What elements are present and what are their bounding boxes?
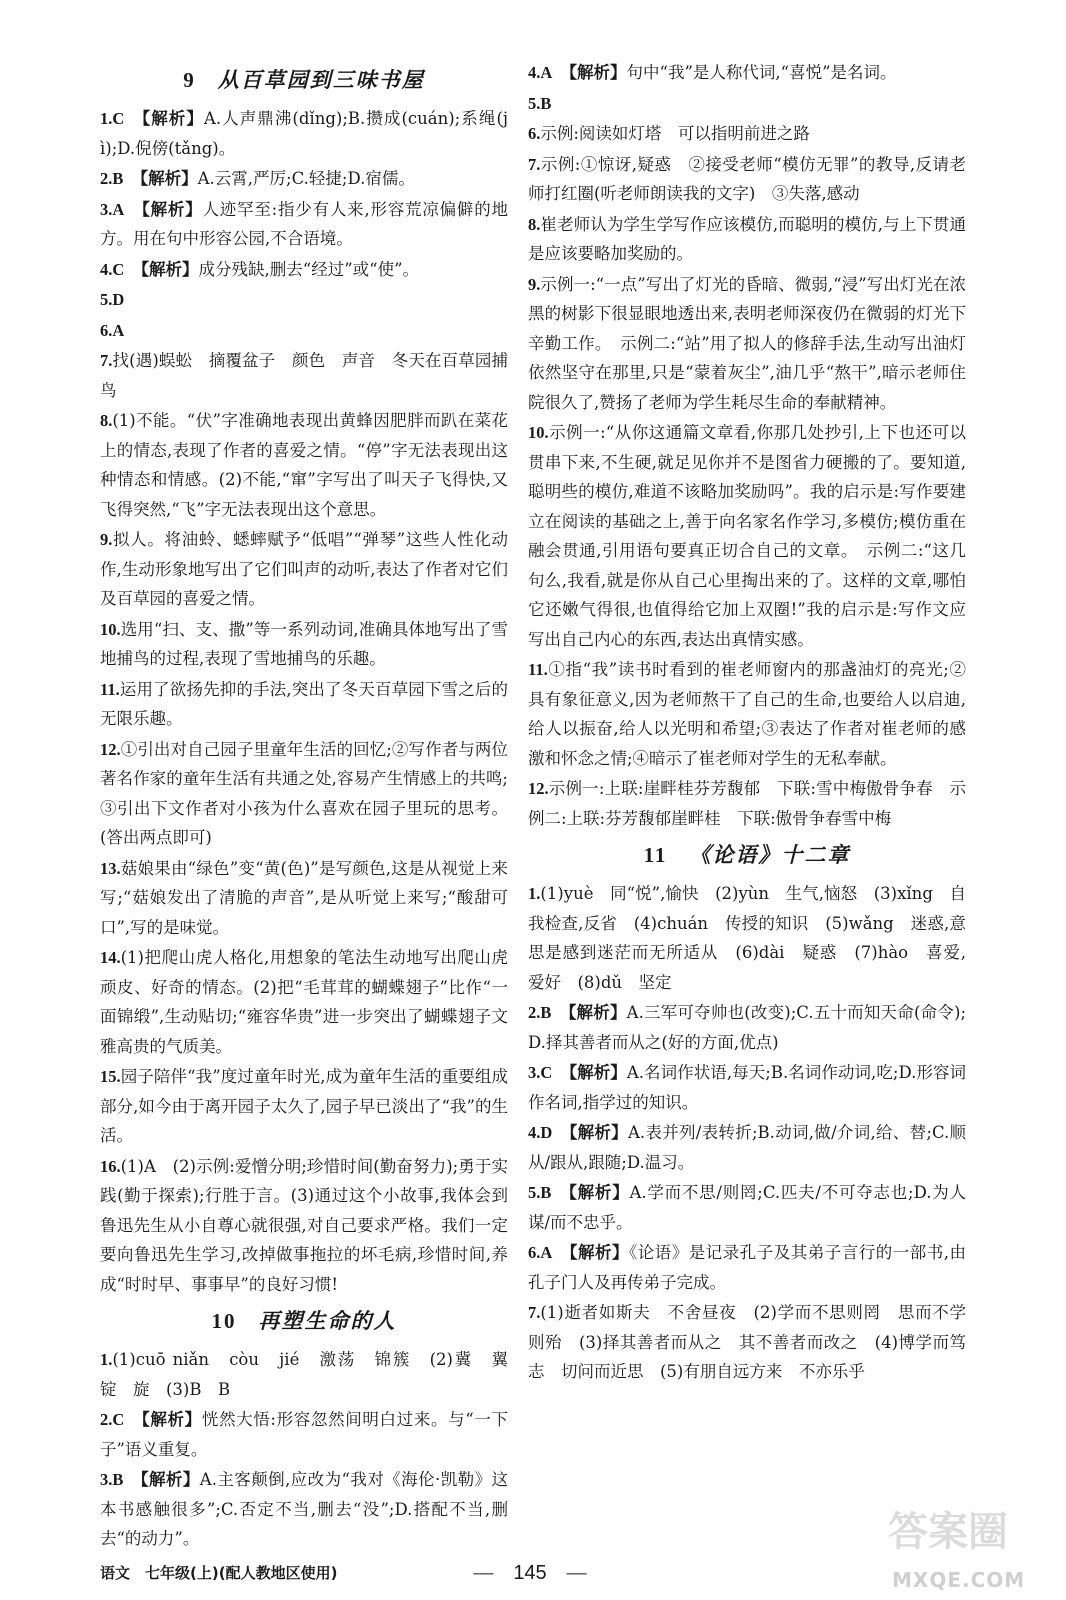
section-name: 再塑生命的人 xyxy=(258,1308,397,1333)
answer-text: (1)A (2)示例:爱憎分明;珍惜时间(勤奋努力);勇于实践(勤于探索);行胜于言。(3)通过这个小故事,我体会到鲁迅先生从小自尊心就很强,对自己要求严格。我们一定要向鲁迅先生学习,改掉做事拖拉的坏毛病,珍惜时间,养成“时时早、事事早”的良好习惯! xyxy=(100,1156,508,1294)
answer-item xyxy=(100,854,508,943)
question-number: 4.C xyxy=(100,259,125,279)
question-number: 2.C xyxy=(100,1410,125,1429)
answer-item xyxy=(100,943,508,1061)
question-number: 12. xyxy=(100,739,121,759)
question-number: 5.B xyxy=(528,1183,552,1202)
question-number: 5.B xyxy=(528,93,552,113)
analysis-tag: 【解析】 xyxy=(560,63,627,82)
analysis-tag: 【解析】 xyxy=(131,169,198,188)
answer-item xyxy=(100,1465,508,1554)
analysis-tag: 【解析】 xyxy=(559,1183,630,1202)
question-number: 8. xyxy=(528,214,541,234)
question-number: 14. xyxy=(100,948,121,967)
analysis-tag: 【解析】 xyxy=(560,1123,628,1142)
analysis-tag: 【解析】 xyxy=(132,1410,202,1429)
analysis-tag: 【解析】 xyxy=(132,259,199,279)
answer-text: ①引出对自己园子里童年生活的回忆;②写作者与两位著名作家的童年生活有共通之处,容易产生情感上的共鸣;③引出下文作者对小孩为什么喜欢在园子里玩的思考。(答出两点即可) xyxy=(100,739,508,847)
answer-text: (1)cuō niǎn còu jié 激荡 锦簇 (2)冀 翼 锭 旋 (3)B B xyxy=(100,1350,525,1399)
section-10-answers-continued xyxy=(528,58,966,833)
answer-item xyxy=(100,285,508,315)
answer-text: A.学而不思/则罔;C.匹夫/不可夺志也;D.为人谋/而不忠乎。 xyxy=(528,1183,966,1232)
question-number: 10. xyxy=(100,619,121,639)
answer-text: 示例一:上联:崖畔桂芬芳馥郁 下联:雪中梅傲骨争春 示例二:上联:芬芳馥郁崖畔桂 下联:傲骨争春雪中梅 xyxy=(528,779,966,828)
dash-right: — xyxy=(546,1562,587,1584)
answer-item xyxy=(100,255,508,285)
answer-text: 句中“我”是人称代词,“喜悦”是名词。 xyxy=(626,63,897,82)
dash-left: — xyxy=(473,1562,514,1584)
question-number: 2.B xyxy=(528,1003,552,1022)
book-info: 语文 七年级(上)(配人教地区使用) xyxy=(100,1564,338,1582)
section-name: 从百草园到三味书屋 xyxy=(217,67,425,92)
section-9-answers xyxy=(100,104,508,1299)
analysis-tag: 【解析】 xyxy=(560,1063,627,1082)
answer-item xyxy=(528,119,966,149)
answer-text: A.名词作状语,每天;B.名词作动词,吃;D.形容词作名词,指学过的知识。 xyxy=(528,1063,967,1112)
answer-text: ①指“我”读书时看到的崔老师窗内的那盏油灯的亮光;②具有象征意义,因为老师熬干了自己的生命,也要给人以启迪,给人以振奋,给人以光明和希望;③表达了作者对崔老师的感激和怀念之情;④暗示了崔老师对学生的无私奉献。 xyxy=(528,660,966,768)
answer-item xyxy=(100,316,508,346)
analysis-tag: 【解析】 xyxy=(559,1003,627,1022)
question-number: 15. xyxy=(100,1067,121,1086)
section-number: 10 xyxy=(211,1309,237,1333)
question-number: 1. xyxy=(100,1350,113,1369)
question-number: 11. xyxy=(528,660,548,679)
answer-text: (1)yuè 同“悦”,愉快 (2)yùn 生气,恼怒 (3)xǐng 自我检查,反省 (4)chuán 传授的知识 (5)wǎng 迷惑,意思是感到迷茫而无所适从 (6)dài 疑惑 (7)hào 喜爱,爱好 (8)dǔ 坚定 xyxy=(528,884,966,992)
question-number: 4.A xyxy=(528,63,553,82)
answer-item xyxy=(100,104,508,163)
answer-text: 园子陪伴“我”度过童年时光,成为童年生活的重要组成部分,如今由于离开园子太久了,园子早已淡出了“我”的生活。 xyxy=(100,1067,508,1145)
right-column xyxy=(528,58,966,1388)
answer-item xyxy=(528,1118,966,1177)
answer-text: (1)把爬山虎人格化,用想象的笔法生动地写出爬山虎顽皮、好奇的情态。(2)把“毛茸茸的蝴蝶翅子”比作“一面锦缎”,生动贴切;“雍容华贵”进一步突出了蝴蝶翅子文雅高贵的气质美。 xyxy=(100,948,508,1056)
question-number: 4.D xyxy=(528,1123,553,1142)
watermark-site: MXQE.COM xyxy=(892,1568,1026,1592)
answer-text: 《论语》是记录孔子及其弟子言行的一部书,由孔子门人及再传弟子完成。 xyxy=(528,1243,967,1292)
section-10-answers xyxy=(100,1345,525,1554)
analysis-tag: 【解析】 xyxy=(560,1243,630,1262)
left-column xyxy=(100,58,525,1555)
answer-item xyxy=(528,418,966,654)
question-number: 1.C xyxy=(100,109,125,128)
answer-text: A.云霄,严厉;C.轻捷;D.宿儒。 xyxy=(197,169,415,188)
answer-item xyxy=(100,346,508,405)
question-number: 6.A xyxy=(528,1243,553,1262)
question-number: 13. xyxy=(100,858,121,878)
analysis-tag: 【解析】 xyxy=(132,199,203,219)
section-11-answers xyxy=(528,879,966,1387)
answer-text: A.主客颠倒,应改为“我对《海伦·凯勒》这本书感触很多”;C.否定不当,删去“没”;D.搭配不当,删去“的动力”。 xyxy=(100,1470,508,1548)
answer-item xyxy=(100,1345,525,1404)
answer-item xyxy=(100,195,508,254)
answer-item xyxy=(528,150,966,209)
answer-item xyxy=(528,1178,966,1237)
analysis-tag: 【解析】 xyxy=(131,1470,200,1489)
question-number: 2.B xyxy=(100,169,124,188)
answer-item xyxy=(528,89,966,119)
answer-item xyxy=(528,1298,966,1387)
answer-item xyxy=(100,1405,508,1464)
section-number: 11 xyxy=(643,843,668,867)
answer-item xyxy=(100,164,508,194)
question-number: 6.A xyxy=(100,320,125,340)
answer-item xyxy=(528,1238,966,1297)
answer-text: 恍然大悟:形容忽然间明白过来。与“一下子”语义重复。 xyxy=(100,1410,509,1459)
page-number-area xyxy=(470,1556,590,1585)
question-number: 7. xyxy=(100,351,113,370)
question-number: 11. xyxy=(100,679,120,699)
answer-text: 示例一:“一点”写出了灯光的昏暗、微弱,“浸”写出灯光在浓黑的树影下很显眼地透出来,表明老师深夜仍在微弱的灯光下辛勤工作。 示例二:“站”用了拟人的修辞手法,生动写出油灯依然坚守在那里,只是“蒙着灰尘”,油几乎“熬干”,暗示老师住院很久了,赞扬了老师为学生耗尽生命的奉献精神。 xyxy=(528,274,966,412)
question-number: 8. xyxy=(100,411,113,430)
answer-text: 找(遇)蜈蚣 摘覆盆子 颜色 声音 冬天在百草园捕鸟 xyxy=(100,351,508,400)
answer-text: 成分残缺,删去“经过”或“使”。 xyxy=(198,259,420,279)
answer-text: 选用“扫、支、撒”等一系列动词,准确具体地写出了雪地捕鸟的过程,表现了雪地捕鸟的乐趣。 xyxy=(100,619,508,668)
answer-item xyxy=(528,879,966,997)
question-number: 12. xyxy=(528,779,549,798)
answer-item xyxy=(100,675,508,734)
answer-item xyxy=(528,210,966,269)
answer-text: A.人声鼎沸(dǐng);B.攒成(cuán);系绳(jì);D.倪傍(tǎng)。 xyxy=(100,109,509,158)
answer-text: 运用了欲扬先抑的手法,突出了冬天百草园下雪之后的无限乐趣。 xyxy=(100,679,508,728)
question-number: 7. xyxy=(528,154,541,174)
answer-item xyxy=(528,270,966,418)
answer-item xyxy=(100,1062,508,1151)
question-number: 10. xyxy=(528,423,549,442)
section-name: 《论语》十二章 xyxy=(689,842,851,867)
answer-item xyxy=(100,615,508,674)
page-number: 145 xyxy=(513,1562,547,1584)
section-number: 9 xyxy=(183,68,196,92)
section-11-title xyxy=(528,835,966,875)
answer-text: 菇娘果由“绿色”变“黄(色)”是写颜色,这是从视觉上来写;“菇娘发出了清脆的声音”,是从听觉上来写;“酸甜可口”,写的是味觉。 xyxy=(100,858,508,937)
answer-text: 示例一:“从你这通篇文章看,你那几处抄引,上下也还可以贯串下来,不生硬,就足见你并不是图省力硬搬的了。要知道,聪明些的模仿,难道不该略加奖励吗”。我的启示是:写作要建立在阅读的基础之上,善于向名家名作学习,多模仿;模仿重在融会贯通,引用语句要真正切合自己的文章。 示例二:“这几句么,我看,就是你从自己心里掏出来的了。这样的文章,哪怕它还嫩气得很,也值得给它加上双圈!”我的启示是:写作文应写出自己内心的东西,表达出真情实感。 xyxy=(528,423,966,649)
watermark-logo: 答案圈 xyxy=(888,1509,1008,1555)
answer-text: (1)不能。“伏”字准确地表现出黄蜂因肥胖而趴在菜花上的情态,表现了作者的喜爱之情。“停”字无法表现出这种情态和情感。(2)不能,“窜”字写出了叫天子飞得快,又飞得突然,“飞”字无法表现出这个意思。 xyxy=(100,411,508,519)
question-number: 6. xyxy=(528,124,541,143)
answer-text: A.三军可夺帅也(改变);C.五十而知天命(命令);D.择其善者而从之(好的方面,优点) xyxy=(528,1003,967,1052)
answer-item xyxy=(100,1152,508,1300)
question-number: 3.A xyxy=(100,199,125,219)
section-10-title xyxy=(100,1301,508,1341)
answer-item xyxy=(100,735,508,853)
answer-text: 示例:阅读如灯塔 可以指明前进之路 xyxy=(540,124,810,143)
question-number: 1. xyxy=(528,884,541,903)
answer-item xyxy=(528,774,966,833)
answer-item xyxy=(528,1058,966,1117)
question-number: 9. xyxy=(100,530,113,549)
question-number: 5.D xyxy=(100,290,125,309)
answer-item xyxy=(528,655,966,773)
section-9-title xyxy=(100,60,508,100)
analysis-tag: 【解析】 xyxy=(132,109,204,128)
answer-text: 拟人。将油蛉、蟋蟀赋予“低唱”“弹琴”这些人性化动作,生动形象地写出了它们叫声的动听,表达了作者对它们及百草园的喜爱之情。 xyxy=(100,530,508,608)
answer-text: (1)逝者如斯夫 不舍昼夜 (2)学而不思则罔 思而不学则殆 (3)择其善者而从之 其不善者而改之 (4)博学而笃志 切问而近思 (5)有朋自远方来 不亦乐乎 xyxy=(528,1303,966,1381)
answer-item xyxy=(100,406,508,524)
watermark xyxy=(880,1500,1060,1595)
answer-item xyxy=(528,998,966,1057)
answer-text: 崔老师认为学生学写作应该模仿,而聪明的模仿,与上下贯通是应该要略加奖励的。 xyxy=(528,214,966,263)
answer-item xyxy=(100,525,508,614)
answer-text: 人迹罕至:指少有人来,形容荒凉偏僻的地方。用在句中形容公园,不合语境。 xyxy=(100,199,509,248)
question-number: 3.B xyxy=(100,1470,124,1489)
answer-text: A.表并列/表转折;B.动词,做/介词,给、替;C.顺从/跟从,跟随;D.温习。 xyxy=(528,1123,967,1172)
question-number: 9. xyxy=(528,274,541,294)
question-number: 7. xyxy=(528,1303,541,1322)
question-number: 16. xyxy=(100,1156,121,1176)
question-number: 3.C xyxy=(528,1063,553,1082)
answer-item xyxy=(528,58,966,88)
answer-text: 示例:①惊讶,疑惑 ②接受老师“模仿无罪”的教导,反请老师打红圈(听老师朗读我的文字) ③失落,感动 xyxy=(528,154,966,203)
